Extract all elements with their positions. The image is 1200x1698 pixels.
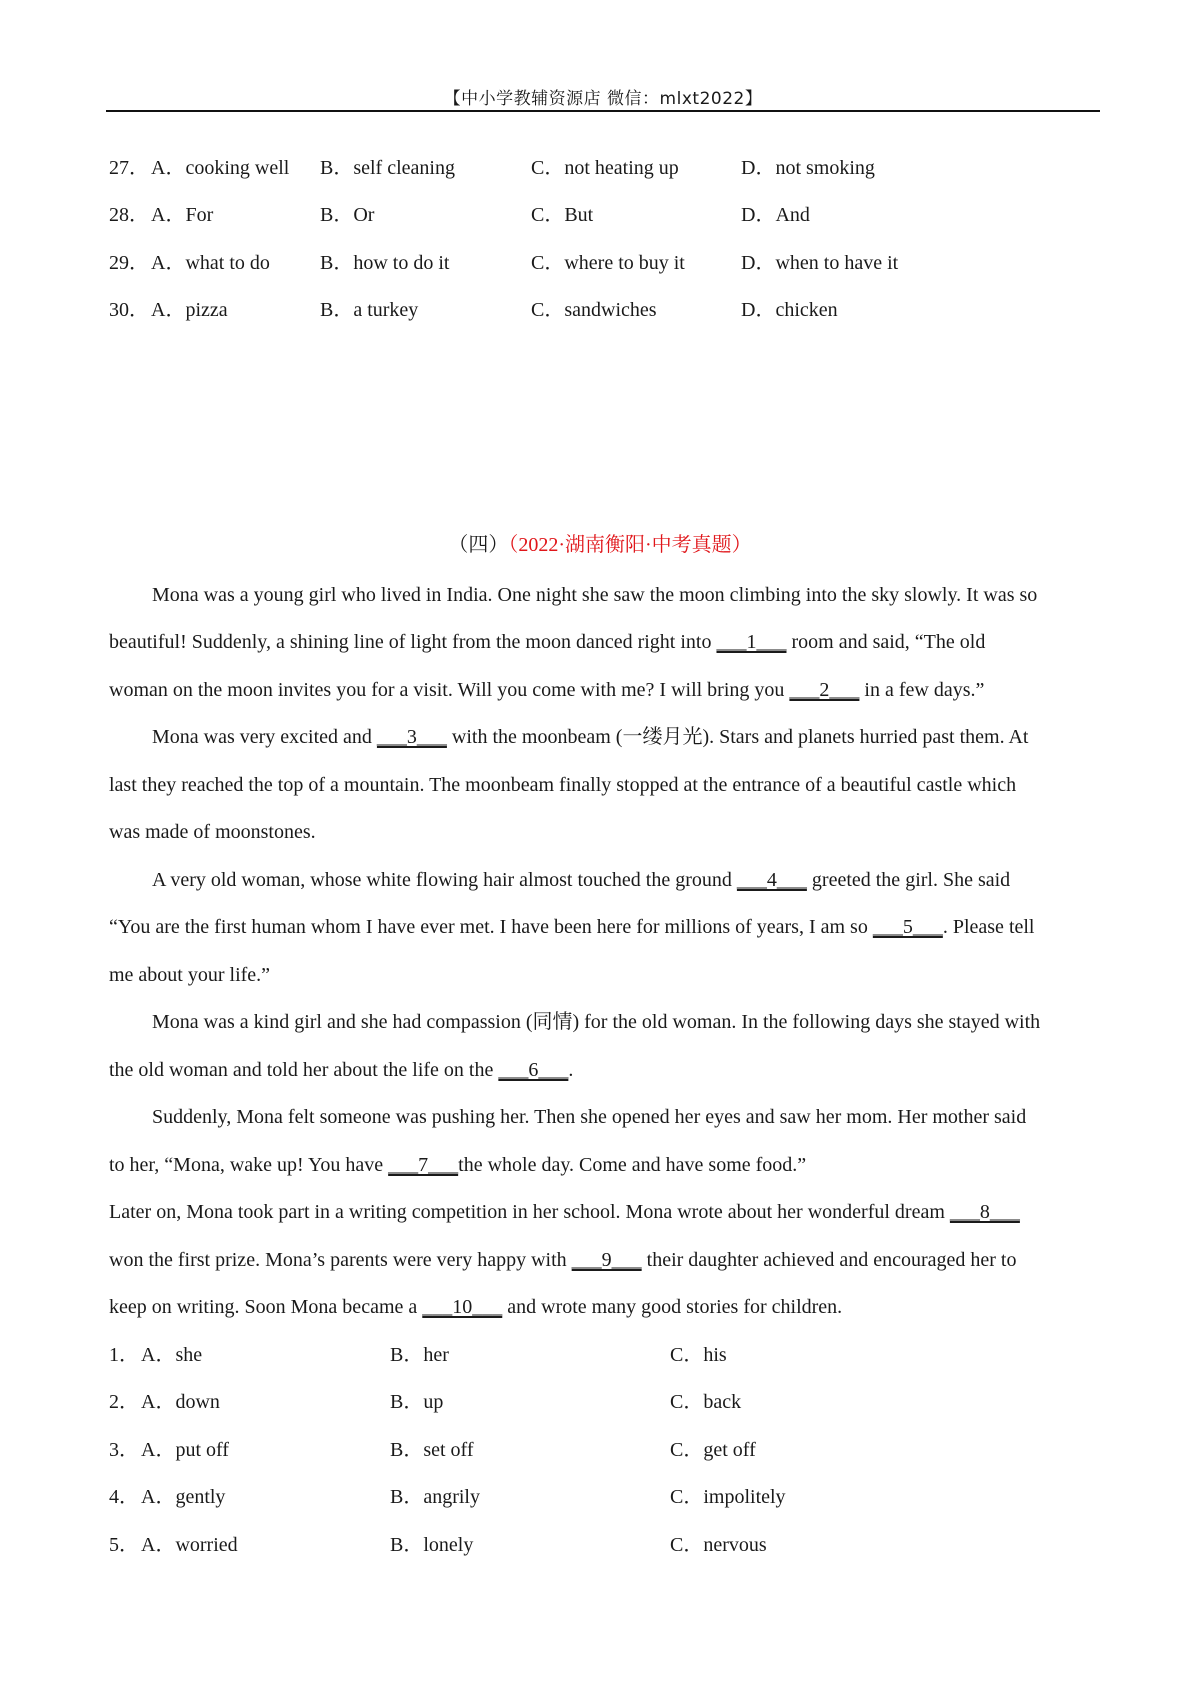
- option-b: B．lonely: [390, 1534, 474, 1556]
- passage-line: last they reached the top of a mountain. The moonbeam finally stopped at the entrance of a beautiful castle which: [109, 774, 1017, 796]
- passage-line: [152, 722, 1028, 752]
- question-number: 27．: [109, 157, 149, 179]
- passage-text: won the first prize. Mona’s parents were very happy with: [109, 1249, 572, 1271]
- question-number: 29．: [109, 252, 149, 274]
- passage-text: greeted the girl. She said: [806, 869, 1011, 891]
- passage-text: their daughter achieved and encouraged her to: [641, 1249, 1017, 1271]
- passage-line: Mona was a kind girl and she had compassion (同情) for the old woman. In the following days she stayed with: [152, 1011, 1041, 1033]
- option-a: A．For: [151, 204, 214, 226]
- blank-9: ___9___: [571, 1249, 642, 1271]
- option-c: C．nervous: [670, 1534, 767, 1556]
- passage-line: Mona was a young girl who lived in India. One night she saw the moon climbing into the sky slowly. It was so: [152, 584, 1038, 606]
- question-row-3: [109, 1435, 1109, 1465]
- option-a: A．worried: [141, 1534, 238, 1556]
- option-a: A．she: [141, 1344, 203, 1366]
- passage-text: to her, “Mona, wake up! You have: [109, 1154, 389, 1176]
- option-b: B．Or: [320, 204, 375, 226]
- option-d: D．And: [741, 204, 810, 226]
- question-row-5: [109, 1530, 1109, 1560]
- passage-line: [109, 627, 985, 657]
- passage-text: .: [568, 1059, 574, 1081]
- passage-line: me about your life.”: [109, 964, 271, 986]
- passage-text: “You are the first human whom I have ever met. I have been here for millions of years, I am so: [109, 916, 873, 938]
- option-b: B．set off: [390, 1439, 474, 1461]
- question-row-29: [109, 248, 1109, 278]
- page-header: 【中小学教辅资源店 微信：mlxt2022】: [443, 89, 763, 109]
- option-a: A．cooking well: [151, 157, 290, 179]
- blank-3: ___3___: [376, 726, 447, 748]
- passage-text: keep on writing. Soon Mona became a: [109, 1296, 423, 1318]
- passage-text: . Please tell: [942, 916, 1035, 938]
- blank-6: ___6___: [498, 1059, 569, 1081]
- question-number: 4．: [109, 1486, 139, 1508]
- passage-line: [152, 865, 1010, 895]
- option-c: C．back: [670, 1391, 742, 1413]
- blank-8: ___8___: [949, 1201, 1020, 1223]
- option-b: B．how to do it: [320, 252, 450, 274]
- section-source: （2022·湖南衡阳·中考真题）: [508, 534, 752, 556]
- passage-text: woman on the moon invites you for a visit. Will you come with me? I will bring you: [109, 679, 790, 701]
- option-c: C．sandwiches: [531, 299, 657, 321]
- blank-1: ___1___: [716, 631, 787, 653]
- blank-10: ___10___: [422, 1296, 503, 1318]
- option-a: A．pizza: [151, 299, 228, 321]
- passage-line: Suddenly, Mona felt someone was pushing her. Then she opened her eyes and saw her mom. Her mother said: [152, 1106, 1027, 1128]
- option-d: D．not smoking: [741, 157, 875, 179]
- passage-text: A very old woman, whose white flowing hair almost touched the ground: [152, 869, 737, 891]
- section-title: [0, 530, 1200, 560]
- passage-line: [109, 675, 984, 705]
- option-b: B．up: [390, 1391, 444, 1413]
- option-b: B．self cleaning: [320, 157, 455, 179]
- blank-5: ___5___: [872, 916, 943, 938]
- question-row-27: [109, 153, 1109, 183]
- question-number: 2．: [109, 1391, 139, 1413]
- question-number: 1．: [109, 1344, 139, 1366]
- passage-line: was made of moonstones.: [109, 821, 316, 843]
- option-c: C．not heating up: [531, 157, 679, 179]
- passage-text: room and said, “The old: [786, 631, 986, 653]
- question-row-1: [109, 1340, 1109, 1370]
- passage-text: the old woman and told her about the life on the: [109, 1059, 499, 1081]
- passage-line: [109, 1150, 806, 1180]
- option-c: C．But: [531, 204, 594, 226]
- question-number: 30．: [109, 299, 149, 321]
- option-a: A．put off: [141, 1439, 229, 1461]
- passage-line: [109, 912, 1034, 942]
- passage-text: with the moonbeam (一缕月光). Stars and planets hurried past them. At: [446, 726, 1029, 748]
- question-number: 5．: [109, 1534, 139, 1556]
- option-b: B．angrily: [390, 1486, 480, 1508]
- option-d: D．when to have it: [741, 252, 899, 274]
- passage-line: [109, 1055, 573, 1085]
- header-divider: [106, 110, 1100, 112]
- question-row-4: [109, 1482, 1109, 1512]
- passage-line: [109, 1292, 842, 1322]
- passage-text: beautiful! Suddenly, a shining line of light from the moon danced right into: [109, 631, 717, 653]
- question-row-28: [109, 200, 1109, 230]
- option-a: A．down: [141, 1391, 220, 1413]
- option-c: C．get off: [670, 1439, 756, 1461]
- question-row-30: [109, 295, 1109, 325]
- option-d: D．chicken: [741, 299, 838, 321]
- option-a: A．what to do: [151, 252, 270, 274]
- passage-line: [109, 1245, 1016, 1275]
- option-c: C．impolitely: [670, 1486, 786, 1508]
- blank-4: ___4___: [736, 869, 807, 891]
- passage-line: [109, 1197, 1020, 1227]
- passage-text: Later on, Mona took part in a writing competition in her school. Mona wrote about her wonderful dream: [109, 1201, 950, 1223]
- option-b: B．a turkey: [320, 299, 419, 321]
- passage-text: Mona was very excited and: [152, 726, 377, 748]
- option-b: B．her: [390, 1344, 449, 1366]
- section-label: （四）: [448, 534, 509, 556]
- passage-text: the whole day. Come and have some food.”: [458, 1154, 807, 1176]
- blank-2: ___2___: [789, 679, 860, 701]
- blank-7: ___7___: [388, 1154, 459, 1176]
- option-c: C．where to buy it: [531, 252, 685, 274]
- option-c: C．his: [670, 1344, 727, 1366]
- question-row-2: [109, 1387, 1109, 1417]
- passage-text: in a few days.”: [859, 679, 985, 701]
- question-number: 28．: [109, 204, 149, 226]
- passage-text: and wrote many good stories for children.: [502, 1296, 843, 1318]
- question-number: 3．: [109, 1439, 139, 1461]
- option-a: A．gently: [141, 1486, 226, 1508]
